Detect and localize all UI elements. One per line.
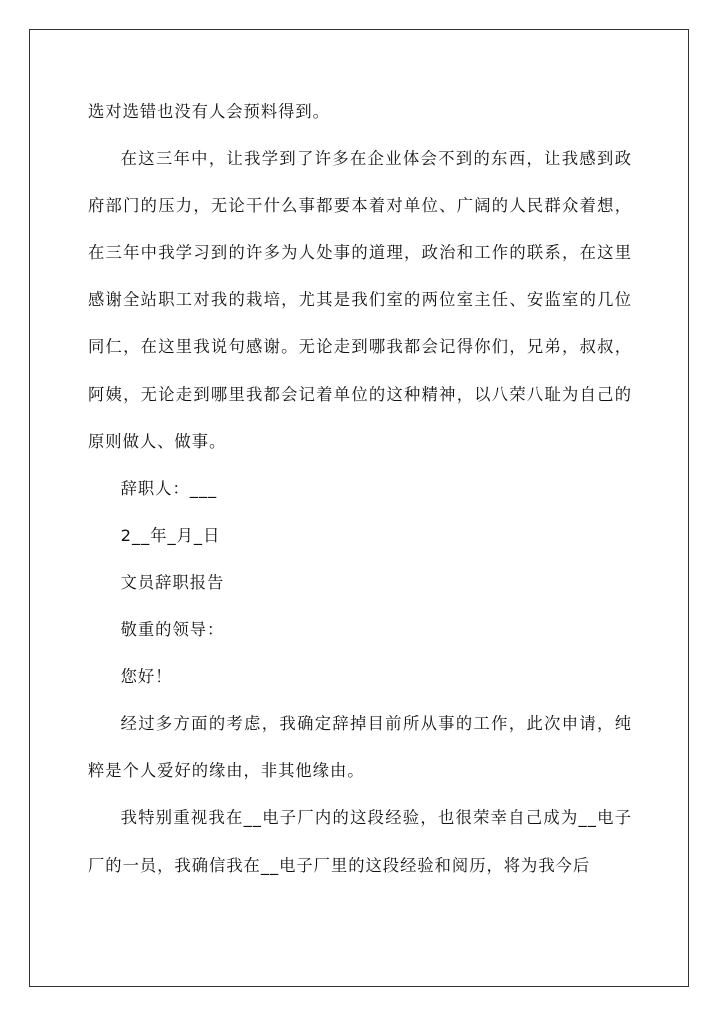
greeting: 您好！ [120, 667, 173, 687]
document-body [88, 88, 632, 889]
salutation: 敬重的领导： [120, 620, 225, 640]
paragraph-experience: 我特别重视我在__电子厂内的这段经验，也很荣幸自己成为__电子厂的一员，我确信我在__电子厂里的这段经验和阅历，将为我今后 [88, 808, 632, 875]
paragraph-gratitude: 在这三年中，让我学到了许多在企业体会不到的东西，让我感到政府部门的压力，无论干什么事都要本着对单位、广阔的人民群众着想，在三年中我学习到的许多为人处事的道理，政治和工作的联系，在这里感谢全站职工对我的栽培，尤其是我们室的两位室主任、安监室的几位同仁，在这里我说句感谢。无论走到哪我都会记得你们，兄弟，叔叔，阿姨，无论走到哪里我都会记着单位的这种精神，以八荣八耻为自己的原则做人、做事。 [88, 149, 632, 451]
signature-line: 辞职人：___ [120, 478, 218, 498]
date-line: 2__年_月_日 [120, 525, 221, 545]
section-title: 文员辞职报告 [120, 572, 225, 592]
paragraph-closing-line: 选对选错也没有人会预料得到。 [88, 102, 330, 121]
paragraph-decision: 经过多方面的考虑，我确定辞掉目前所从事的工作，此次申请，纯粹是个人爱好的缘由，非其他缘由。 [88, 714, 632, 781]
